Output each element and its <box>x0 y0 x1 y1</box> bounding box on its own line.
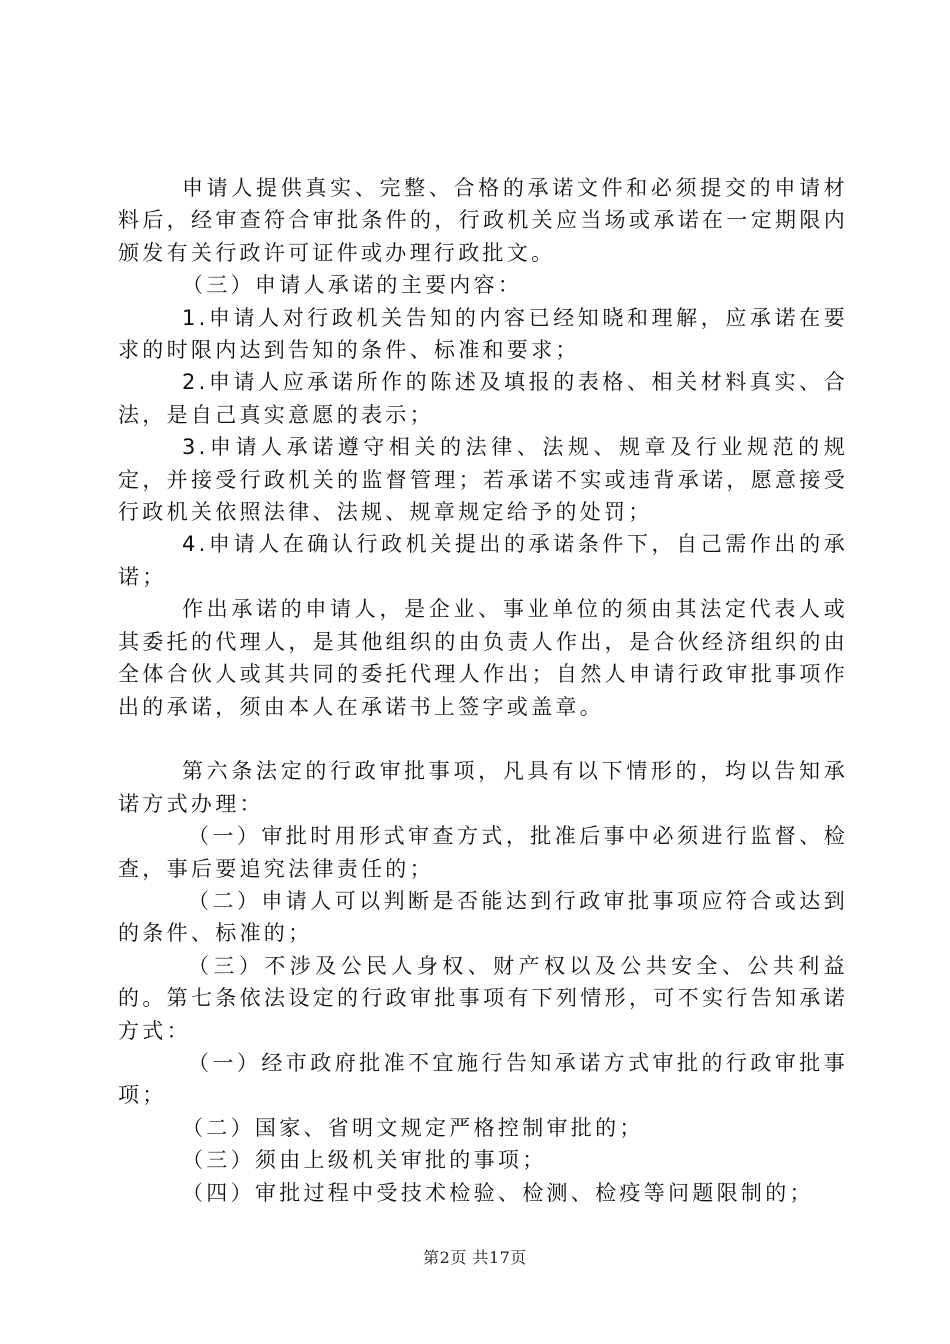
article-seven-item-2: （二）国家、省明文规定严格控制审批的； <box>182 1115 644 1140</box>
paragraph-commitment-party: 作出承诺的申请人，是企业、事业单位的须由其法定代表人或其委托的代理人，是其他组织的由负责人作出，是合伙经济组织的由全体合伙人或其共同的委托代理人作出；自然人申请行政审批事项作出的承诺，须由本人在承诺书上签字或盖章。 <box>118 597 848 719</box>
list-item-3: 3.申请人承诺遵守相关的法律、法规、规章及行业规范的规定，并接受行政机关的监督管理；若承诺不实或违背承诺，愿意接受行政机关依照法律、法规、规章规定给予的处罚； <box>118 435 848 525</box>
article-seven-item-3: （三）须由上级机关审批的事项； <box>182 1148 547 1173</box>
article-seven-item-1: （一）经市政府批准不宜施行告知承诺方式审批的行政审批事项； <box>118 1050 848 1108</box>
heading-commitment-content: （三）申请人承诺的主要内容： <box>182 273 523 298</box>
article-six-item-3: （三）不涉及公民人身权、财产权以及公共安全、公共利益的。第七条依法设定的行政审批事项有下列情形，可不实行告知承诺方式： <box>118 953 848 1043</box>
page-number: 第2页 共17页 <box>423 1248 527 1267</box>
document-body <box>118 172 848 1209</box>
paragraph-approval-issuance: 申请人提供真实、完整、合格的承诺文件和必须提交的申请材料后，经审查符合审批条件的，行政机关应当场或承诺在一定期限内颁发有关行政许可证件或办理行政批文。 <box>118 176 848 265</box>
list-item-4: 4.申请人在确认行政机关提出的承诺条件下，自己需作出的承诺； <box>118 532 848 589</box>
article-six-item-2: （二）申请人可以判断是否能达到行政审批事项应符合或达到的条件、标准的； <box>118 888 848 946</box>
article-six: 第六条法定的行政审批事项，凡具有以下情形的，均以告知承诺方式办理： <box>118 759 848 816</box>
article-six-item-1: （一）审批时用形式审查方式，批准后事中必须进行监督、检查，事后要追究法律责任的； <box>118 824 848 881</box>
article-seven-item-4: （四）审批过程中受技术检验、检测、检疫等问题限制的； <box>182 1180 814 1205</box>
list-item-1: 1.申请人对行政机关告知的内容已经知晓和理解，应承诺在要求的时限内达到告知的条件、标准和要求； <box>118 305 848 363</box>
blank-line <box>118 723 848 755</box>
list-item-2: 2.申请人应承诺所作的陈述及填报的表格、相关材料真实、合法，是自己真实意愿的表示； <box>118 370 848 427</box>
